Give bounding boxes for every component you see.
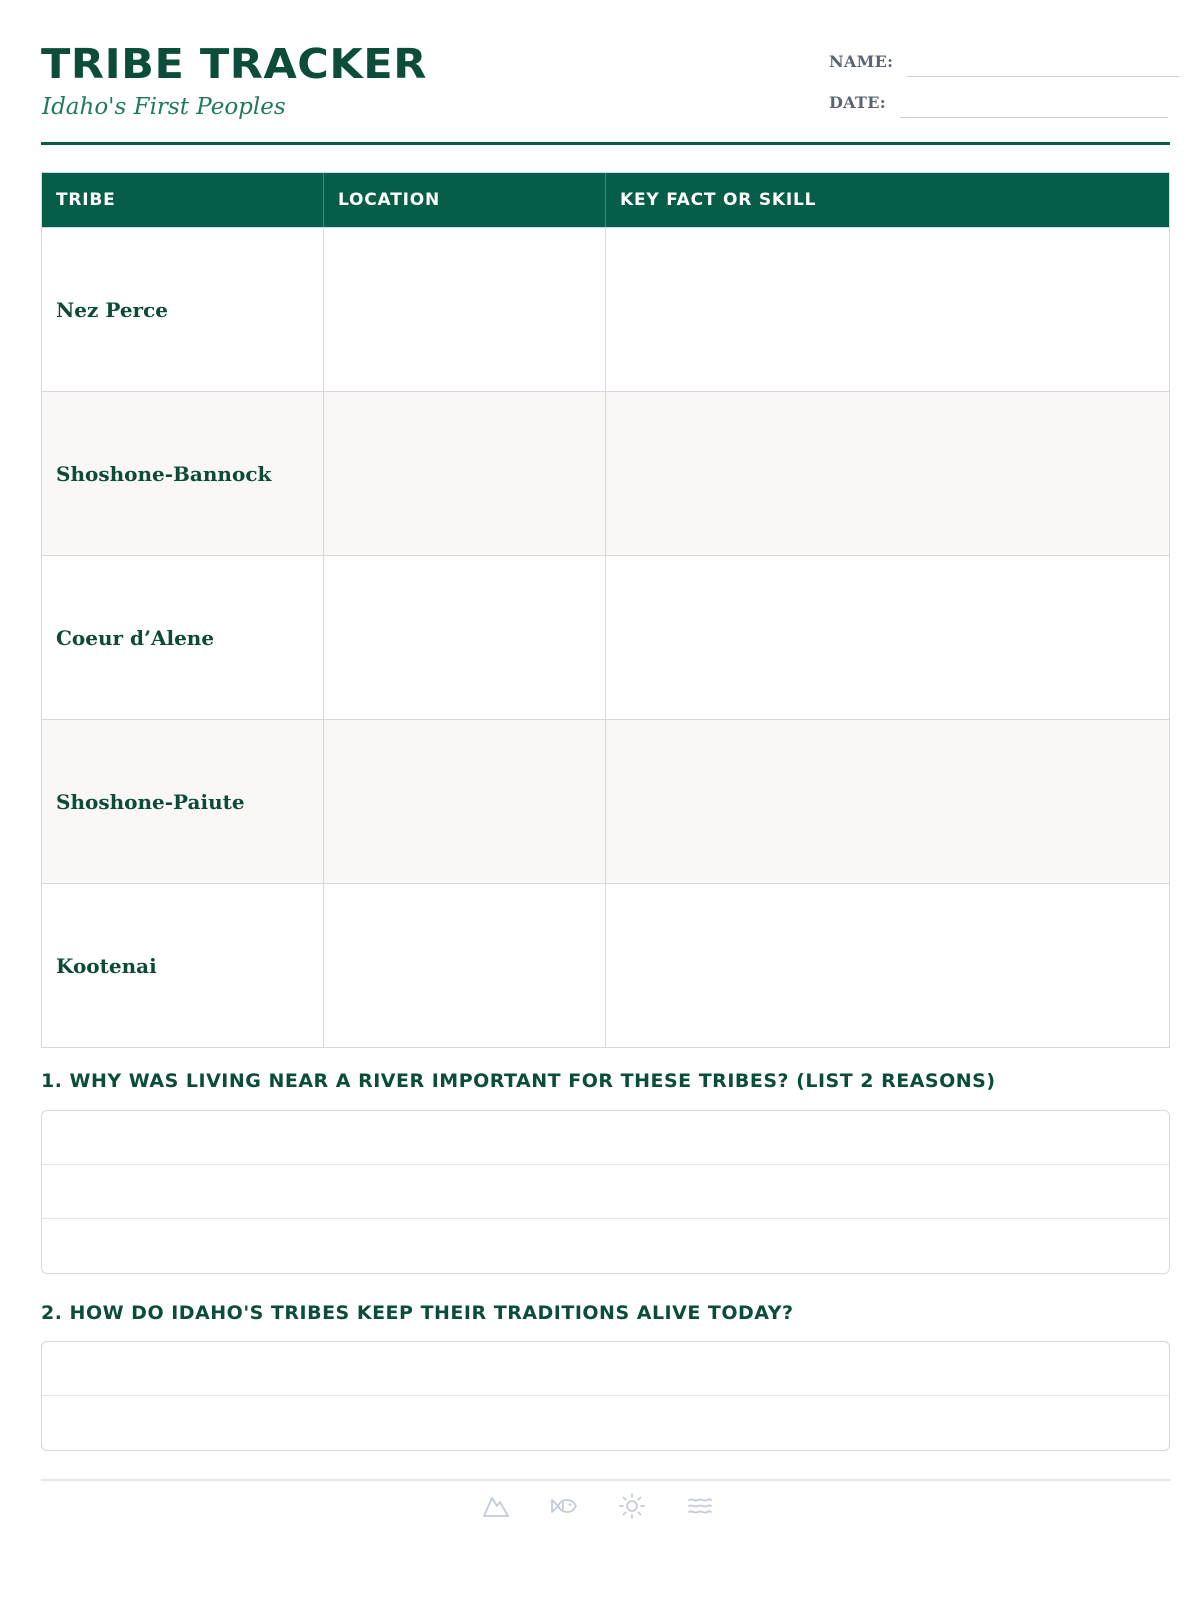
location-cell[interactable] <box>324 392 606 555</box>
column-header-tribe: TRIBE <box>42 173 324 227</box>
column-header-location: LOCATION <box>324 173 606 227</box>
tribe-table <box>41 172 1170 1048</box>
footer-divider <box>41 1479 1170 1481</box>
water-icon <box>685 1491 715 1521</box>
footer-icons <box>481 1491 715 1521</box>
table-row <box>42 883 1169 1047</box>
table-row <box>42 719 1169 883</box>
location-cell[interactable] <box>324 228 606 391</box>
key-fact-cell[interactable] <box>606 392 1169 555</box>
key-fact-cell[interactable] <box>606 884 1169 1047</box>
date-line[interactable] <box>900 116 1168 118</box>
question-1: 1. WHY WAS LIVING NEAR A RIVER IMPORTANT FOR THESE TRIBES? (LIST 2 REASONS) <box>41 1070 996 1092</box>
location-cell[interactable] <box>324 884 606 1047</box>
answer-line[interactable] <box>42 1342 1169 1396</box>
sun-icon <box>617 1491 647 1521</box>
answer-box-1[interactable] <box>41 1110 1170 1274</box>
date-field[interactable] <box>829 93 1168 112</box>
tribe-name: Nez Perce <box>42 228 324 391</box>
answer-line[interactable] <box>42 1111 1169 1165</box>
name-line[interactable] <box>907 75 1179 77</box>
tribe-name: Coeur d’Alene <box>42 556 324 719</box>
answer-line[interactable] <box>42 1165 1169 1219</box>
column-header-key-fact: KEY FACT OR SKILL <box>620 190 817 210</box>
answer-line[interactable] <box>42 1219 1169 1273</box>
fish-icon <box>549 1491 579 1521</box>
table-row <box>42 555 1169 719</box>
name-field[interactable] <box>829 52 1179 71</box>
key-fact-cell[interactable] <box>606 228 1169 391</box>
answer-box-2[interactable] <box>41 1341 1170 1451</box>
date-label: DATE: <box>829 93 886 112</box>
location-cell[interactable] <box>324 556 606 719</box>
worksheet-header <box>41 0 1170 146</box>
answer-line[interactable] <box>42 1396 1169 1450</box>
question-2: 2. HOW DO IDAHO'S TRIBES KEEP THEIR TRADITIONS ALIVE TODAY? <box>41 1302 794 1324</box>
worksheet-page <box>41 0 1170 1324</box>
mountain-icon <box>481 1491 511 1521</box>
table-row <box>42 391 1169 555</box>
table-row <box>42 227 1169 391</box>
tribe-name: Shoshone-Paiute <box>42 720 324 883</box>
header-divider <box>41 142 1170 145</box>
tribe-name: Kootenai <box>42 884 324 1047</box>
tribe-name: Shoshone-Bannock <box>42 392 324 555</box>
page-title: TRIBE TRACKER <box>41 40 427 88</box>
table-header-row <box>42 173 1169 227</box>
key-fact-cell[interactable] <box>606 720 1169 883</box>
key-fact-cell[interactable] <box>606 556 1169 719</box>
name-label: NAME: <box>829 52 894 71</box>
page-subtitle: Idaho's First Peoples <box>42 94 286 120</box>
location-cell[interactable] <box>324 720 606 883</box>
